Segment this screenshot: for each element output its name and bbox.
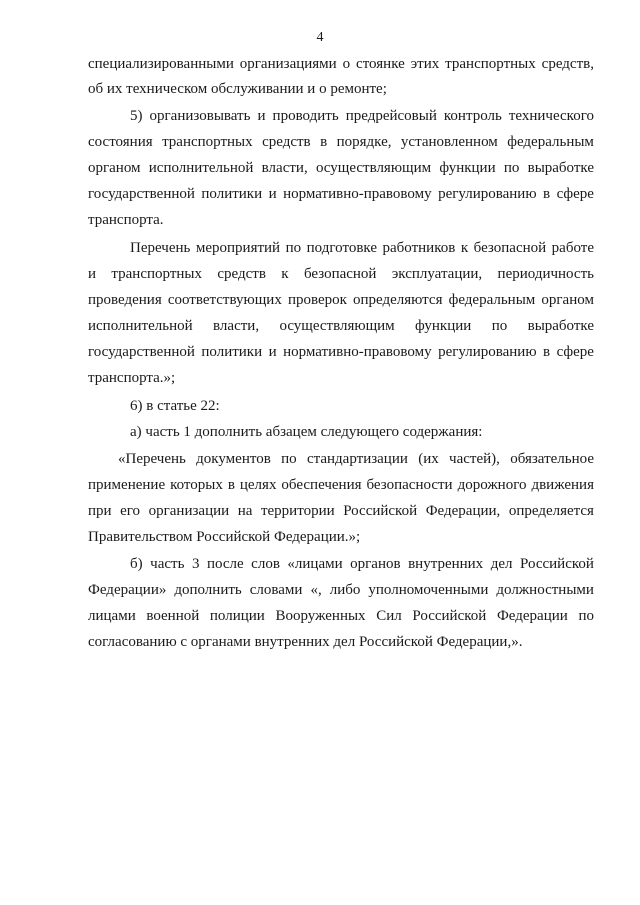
word: эксплуатации,: [391, 266, 483, 282]
word: соответствующих: [167, 292, 282, 308]
word: Федерации,: [425, 503, 501, 519]
word: транспортных: [111, 266, 202, 282]
word: полиции: [209, 608, 265, 624]
word: и: [268, 344, 277, 360]
text-line: [88, 264, 594, 284]
word: работе: [551, 240, 594, 256]
word: Федерации»: [88, 582, 167, 598]
word: Перечень: [130, 240, 191, 256]
word: проведения: [88, 292, 162, 308]
word: должностными: [496, 582, 594, 598]
word: к: [460, 240, 469, 256]
word: технического: [508, 108, 594, 124]
word: обязательное: [510, 451, 594, 467]
word: по: [281, 451, 297, 467]
word: предрейсовый: [345, 108, 437, 124]
word: периодичность: [497, 266, 594, 282]
word: политики: [201, 186, 263, 202]
word: сфере: [556, 344, 594, 360]
word: движения: [531, 477, 594, 493]
word: о: [342, 56, 351, 72]
word: при: [88, 503, 112, 519]
word: (их: [418, 451, 439, 467]
text-line: 6) в статье 22:: [130, 398, 220, 414]
word: Российской: [520, 556, 594, 572]
text-line: [130, 106, 594, 126]
word: по: [503, 160, 520, 176]
word: сфере: [556, 186, 594, 202]
text-line: [88, 54, 594, 74]
word: проводить: [272, 108, 339, 124]
text-line: [130, 238, 594, 258]
text-line: [130, 554, 594, 574]
text-line: транспорта.»;: [88, 370, 176, 386]
word: Сил: [376, 608, 402, 624]
word: органов: [350, 556, 401, 572]
word: Вооруженных: [275, 608, 366, 624]
word: выработке: [527, 318, 594, 334]
word: Российской: [412, 608, 487, 624]
word: после: [206, 556, 244, 572]
word: работников: [382, 240, 456, 256]
word: организации: [148, 503, 230, 519]
word: б): [130, 556, 143, 572]
word: дорожного: [457, 477, 527, 493]
word: лицами: [88, 608, 136, 624]
text-line: [88, 501, 594, 521]
word: функции: [439, 160, 496, 176]
text-line: [88, 184, 594, 204]
word: территории: [260, 503, 335, 519]
word: на: [237, 503, 253, 519]
word: нормативно-правовому: [283, 186, 432, 202]
word: осуществляющим: [315, 160, 432, 176]
word: обеспечения: [281, 477, 362, 493]
word: определяется: [508, 503, 594, 519]
word: мероприятий: [195, 240, 281, 256]
word: регулированию: [438, 186, 537, 202]
word: по: [491, 318, 508, 334]
word: документов: [196, 451, 271, 467]
word: установленном: [400, 134, 498, 150]
word: транспортных: [162, 134, 253, 150]
word: дел: [490, 556, 513, 572]
word: целях: [239, 477, 277, 493]
word: организовывать: [149, 108, 251, 124]
word: и: [88, 266, 97, 282]
word: уполномоченными: [368, 582, 489, 598]
word: определяются: [353, 292, 443, 308]
text-line: [88, 290, 594, 310]
text-line: [88, 316, 594, 336]
word: в: [543, 186, 551, 202]
text-line: [118, 449, 594, 469]
word: либо: [329, 582, 361, 598]
word: и: [268, 186, 277, 202]
word: стоянке: [356, 56, 405, 72]
word: политики: [201, 344, 263, 360]
word: транспортных: [445, 56, 536, 72]
word: по: [285, 240, 302, 256]
word: в: [320, 134, 328, 150]
word: безопасной: [303, 266, 377, 282]
text-line: [88, 606, 594, 626]
text-line: [88, 475, 594, 495]
text-line: согласованию с органами внутренних дел Российской Федерации,».: [88, 634, 523, 650]
word: федеральным: [507, 134, 594, 150]
word: специализированными: [88, 56, 234, 72]
word: подготовке: [306, 240, 377, 256]
word: этих: [410, 56, 440, 72]
word: дополнить: [174, 582, 242, 598]
word: функции: [415, 318, 472, 334]
text-line: [88, 132, 594, 152]
word: «Перечень: [118, 451, 186, 467]
word: средств: [262, 134, 311, 150]
word: исполнительной: [88, 318, 193, 334]
word: органом: [541, 292, 594, 308]
word: безопасной: [473, 240, 547, 256]
word: стандартизации: [306, 451, 408, 467]
word: государственной: [88, 186, 195, 202]
text-line: транспорта.: [88, 212, 164, 228]
word: «лицами: [287, 556, 343, 572]
word: исполнительной: [148, 160, 254, 176]
page-number: 4: [316, 30, 324, 45]
word: Российской: [343, 503, 418, 519]
word: к: [281, 266, 289, 282]
word: частей),: [449, 451, 500, 467]
word: организациями: [239, 56, 337, 72]
word: военной: [146, 608, 200, 624]
word: «,: [310, 582, 322, 598]
word: внутренних: [408, 556, 484, 572]
word: 3: [191, 556, 200, 572]
word: его: [120, 503, 141, 519]
word: в: [227, 477, 235, 493]
word: и: [257, 108, 266, 124]
word: регулированию: [438, 344, 537, 360]
text-line: [88, 158, 594, 178]
word: власти,: [261, 160, 308, 176]
word: порядке,: [336, 134, 392, 150]
text-line: Правительством Российской Федерации.»;: [88, 529, 361, 545]
word: выработке: [527, 160, 594, 176]
word: проверок: [287, 292, 347, 308]
text-line: об их техническом обслуживании и о ремонте;: [88, 81, 387, 97]
word: 5): [130, 108, 143, 124]
word: контроль: [443, 108, 502, 124]
text-line: а) часть 1 дополнить абзацем следующего содержания:: [130, 424, 483, 440]
word: состояния: [88, 134, 153, 150]
word: которых: [170, 477, 223, 493]
word: в: [543, 344, 551, 360]
word: по: [578, 608, 594, 624]
word: безопасности: [366, 477, 453, 493]
word: органом: [88, 160, 141, 176]
word: федеральным: [448, 292, 536, 308]
word: государственной: [88, 344, 195, 360]
word: осуществляющим: [279, 318, 395, 334]
word: власти,: [213, 318, 260, 334]
text-line: [88, 580, 594, 600]
word: словами: [249, 582, 303, 598]
text-line: [88, 342, 594, 362]
word: нормативно-правовому: [283, 344, 432, 360]
word: часть: [150, 556, 185, 572]
word: применение: [88, 477, 166, 493]
word: Федерации: [496, 608, 568, 624]
word: средств,: [541, 56, 594, 72]
word: слов: [251, 556, 280, 572]
word: средств: [217, 266, 266, 282]
